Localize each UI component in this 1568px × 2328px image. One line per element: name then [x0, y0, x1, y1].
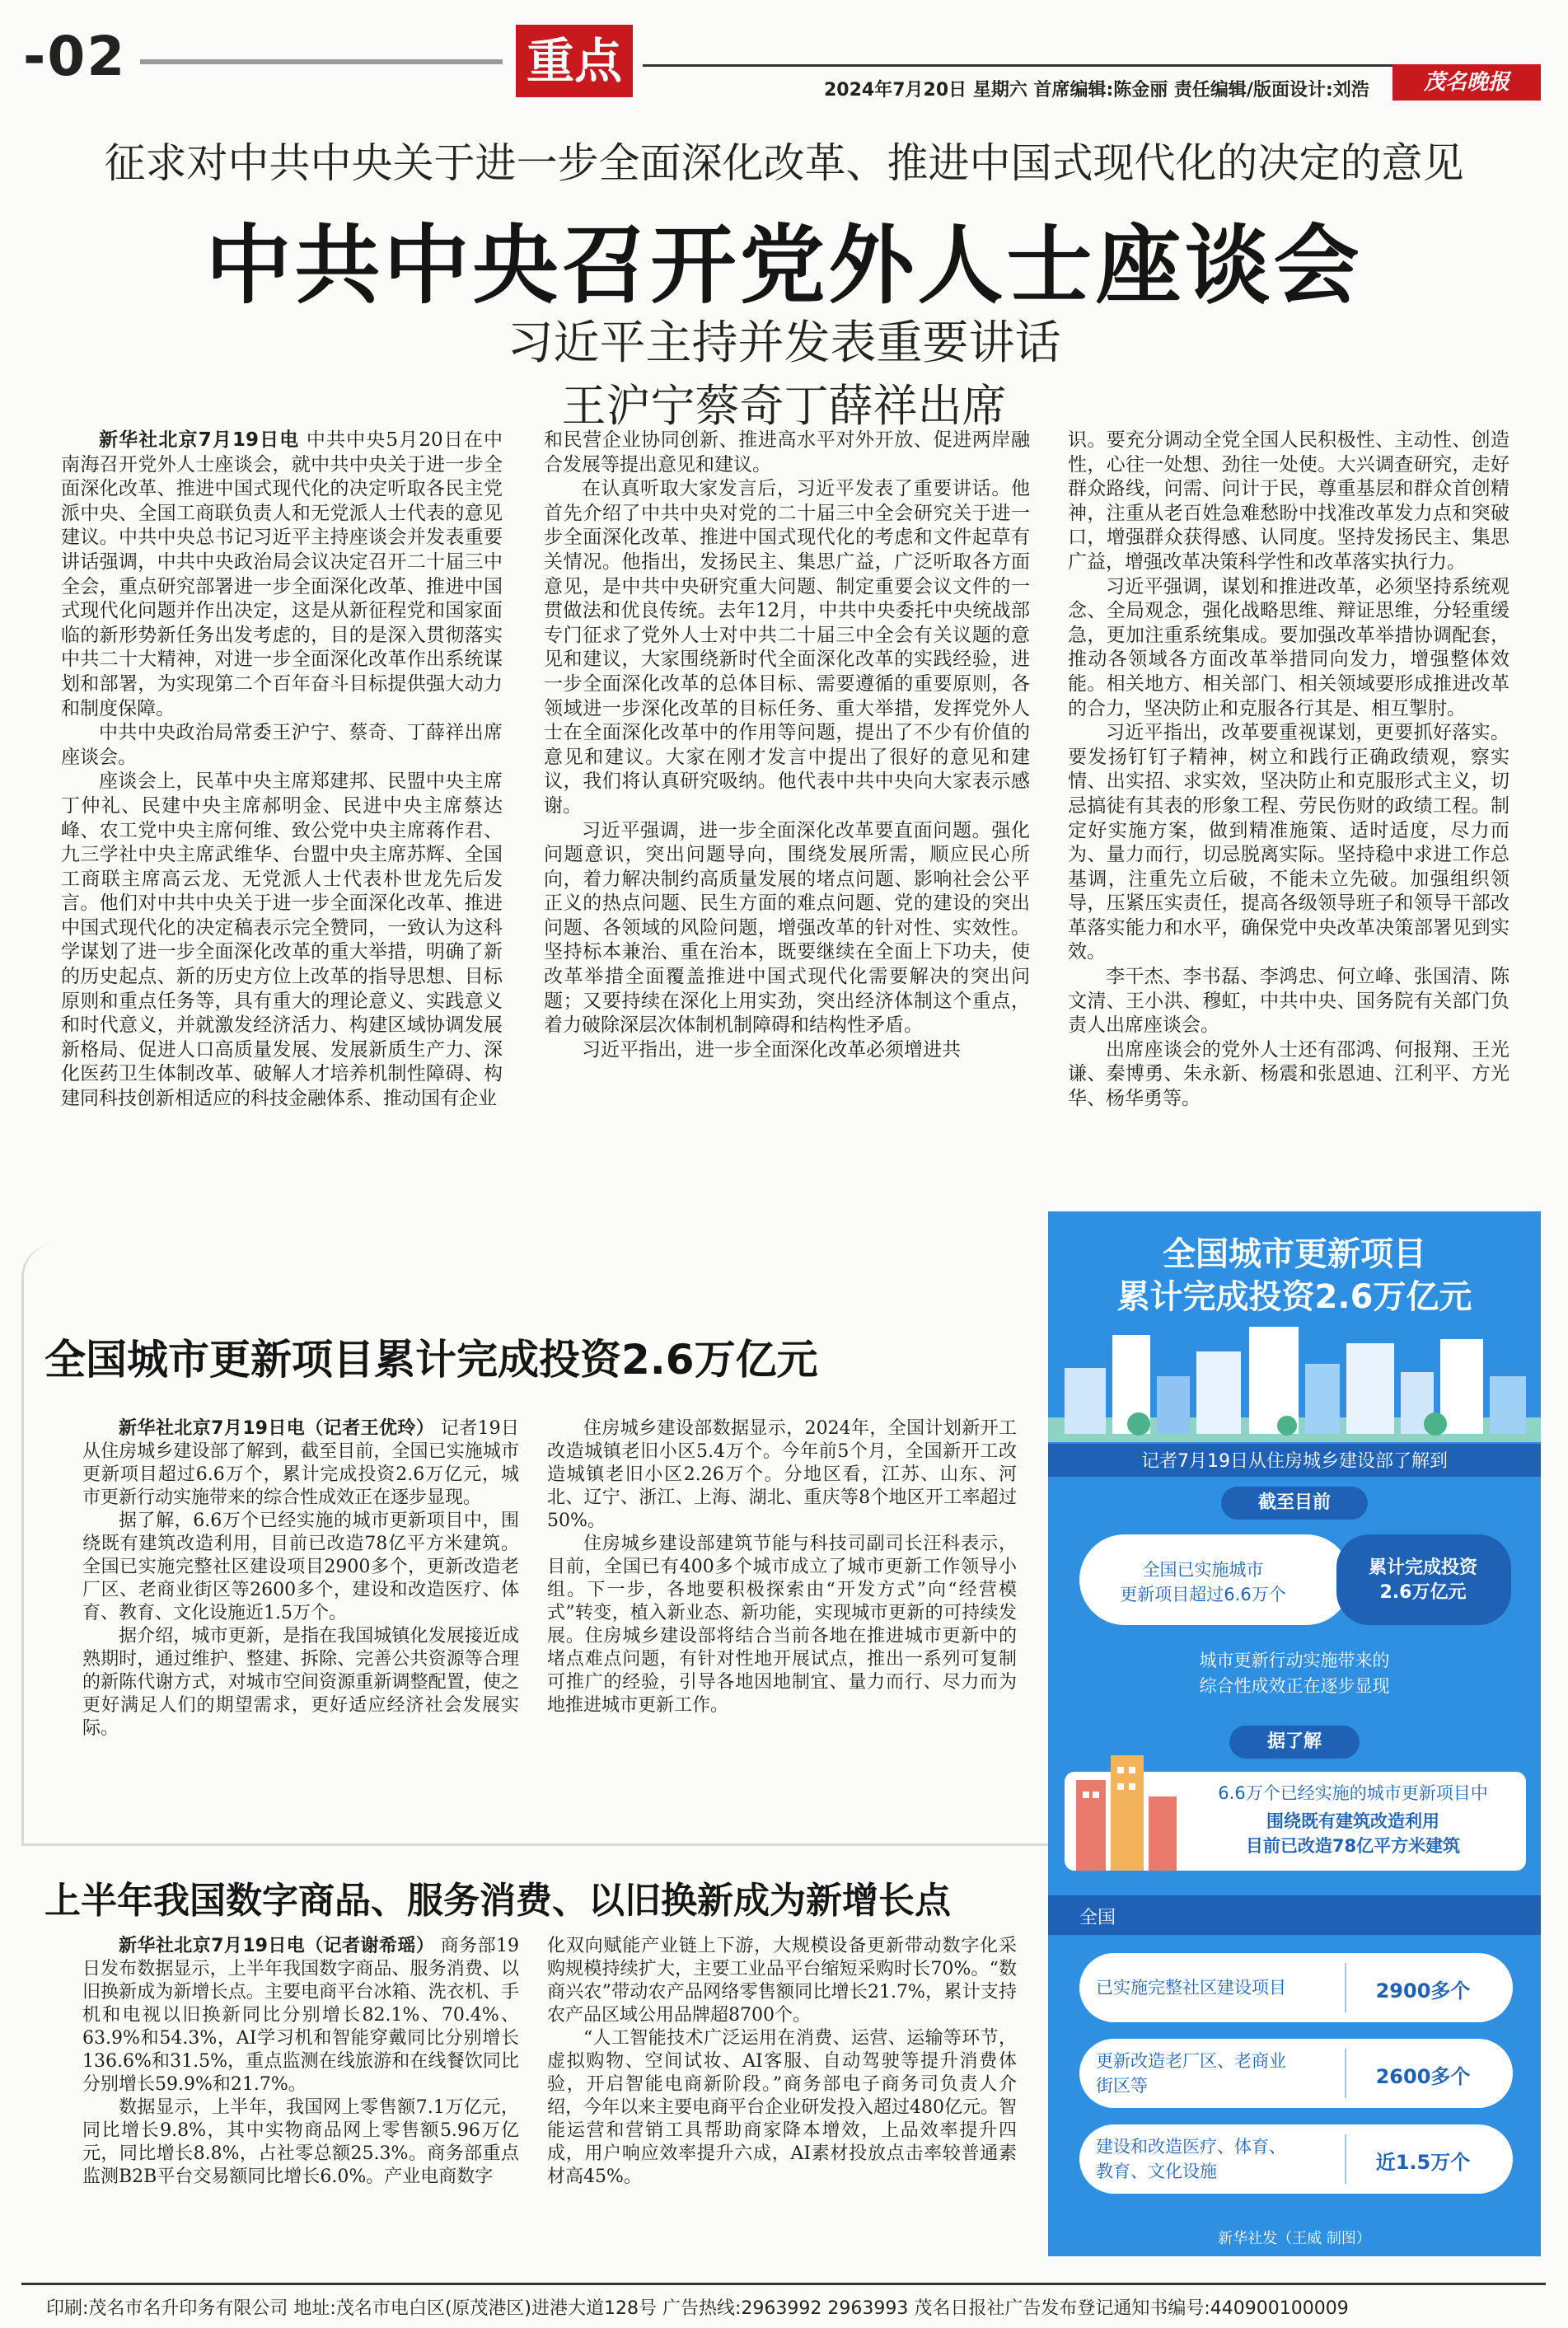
paragraph — [1068, 721, 1509, 965]
paragraph-text: 数据显示，上半年，我国网上零售额7.1万亿元，同比增长9.8%，其中实物商品网上零售额5.96万亿元，同比增长8.8%，占社零总额25.3%。商务部重点监测B2B平台交易额同比增长6.0%。产业电商数字 — [82, 2097, 519, 2187]
paragraph-text: 习近平强调，进一步全面深化改革要直面问题。强化问题意识，突出问题导向，围绕发展所需，顺应民心所向，着力解决制约高质量发展的堵点问题、影响社会公平正义的热点问题、民生方面的难点问题、党的建设的突出问题、各领域的风险问题，增强改革的针对性、实效性。坚持标本兼治、重在治本，既要继续在全面上下功夫，使改革举措全面覆盖推进中国式现代化需要解决的突出问题；又要持续在深化上用实劲，突出经济体制这个重点，着力破除深层次体制机制障碍和结构性矛盾。 — [544, 819, 1030, 1037]
paragraph-text: 在认真听取大家发言后，习近平发表了重要讲话。他首先介绍了中共中央对党的二十届三中全会研究关于进一步全面深化改革、推进中国式现代化的考虑和文件起草有关情况。他指出，发扬民主、集思广益，广泛听取各方面意见，是中共中央研究重大问题、制定重要会议文件的一贯做法和优良传统。去年12月，中共中央委托中央统战部专门征求了党外人士对中共二十届三中全会有关议题的意见和建议，大家围绕新时代全面深化改革的实践经验，进一步全面深化改革的总体目标、需要遵循的重要原则，各领域进一步深化改革的目标任务、重大举措，发挥党外人士在全面深化改革中的作用等问题，提出了不少有价值的意见和建议。大家在刚才发言中提出了很好的意见和建议，我们将认真研究吸纳。他代表中共中央向大家表示感谢。 — [544, 478, 1030, 817]
paragraph-text: 据了解，6.6万个已经实施的城市更新项目中，围绕既有建筑改造利用，目前已改造78亿平方米建筑。全国已实施完整社区建设项目2900多个，更新改造老厂区、老商业街区等2600多个，建设和改造医疗、体育、教育、文化设施近1.5万个。 — [82, 1511, 519, 1623]
paper-logo: 茂名晚报 — [1392, 64, 1541, 101]
renovation-line-3: 目前已改造78亿平方米建筑 — [1245, 1836, 1461, 1856]
story1-kicker: 征求对中共中央关于进一步全面深化改革、推进中国式现代化的决定的意见 — [104, 139, 1464, 187]
story1-column-3 — [1068, 429, 1509, 1112]
header-meta-rule — [643, 64, 1491, 67]
paragraph — [82, 1510, 519, 1625]
paragraph — [82, 2096, 519, 2189]
paragraph-text: 习近平强调，谋划和推进改革，必须坚持系统观念、全局观念，强化战略思维、辩证思维，分轻重缓急，更加注重系统集成。要加强改革举措协调配套，推动各领域各方面改革举措同向发力，增强整体效能。相关地方、相关部门、相关领域要形成推进改革的合力，坚决防止和克服各行其是、相互掣肘。 — [1068, 575, 1509, 719]
paragraph — [82, 1417, 519, 1510]
paragraph-text: 出席座谈会的党外人士还有邵鸿、何报翔、王光谦、秦博勇、朱永新、杨震和张恩迪、江利平、方光华、杨华勇等。 — [1068, 1038, 1509, 1110]
story3-column-2 — [547, 1935, 1017, 2189]
paragraph-text: 据介绍，城市更新，是指在我国城镇化发展接近成熟期时，通过维护、整建、拆除、完善公共资源等合理的新陈代谢方式，对城市空间资源重新调整配置，使之更好满足人们的期望需求，更好适应经济社会发展实际。 — [82, 1626, 519, 1739]
page-footer: 印刷:茂名市名升印务有限公司 地址:茂名市电白区(原茂港区)进港大道128号 广告热线:2963992 2963993 茂名日报社广告发布登记通知书编号:440900100009 — [46, 2298, 1349, 2319]
story3-headline: 上半年我国数字商品、服务消费、以旧换新成为新增长点 — [44, 1880, 951, 1922]
paragraph — [547, 1417, 1017, 1533]
issue-meta: 2024年7月20日 星期六 首席编辑:陈金丽 责任编辑/版面设计:刘浩 — [824, 80, 1369, 101]
paragraph — [1068, 1038, 1509, 1112]
paragraph-text: 住房城乡建设部建筑节能与科技司副司长汪科表示，目前，全国已有400多个城市成立了城市更新工作领导小组。下一步，各地要积极探索由“开发方式”向“经营模式”转变，植入新业态、新功能，实现城市更新的可持续发展。住房城乡建设部将结合当前各地在推进城市更新中的堵点难点问题，有针对性地开展试点，推出一系列可复制可推广的经验，引导各地因地制宜、量力而行、尽力而为地推进城市更新工作。 — [547, 1534, 1017, 1716]
infographic — [1048, 1211, 1541, 2256]
paragraph-text: 李干杰、李书磊、李鸿忠、何立峰、张国清、陈文清、王小洪、穆虹，中共中央、国务院有关部门负责人出席座谈会。 — [1068, 966, 1509, 1037]
paragraph — [1068, 429, 1509, 575]
paragraph-text: 记者19日从住房城乡建设部了解到，截至目前，全国已实施城市更新项目超过6.6万个，累计完成投资2.6万亿元，城市更新行动实施带来的综合性成效正在逐步显现。 — [82, 1418, 519, 1508]
paragraph-text: 座谈会上，民革中央主席郑建邦、民盟中央主席丁仲礼、民建中央主席郝明金、民进中央主席蔡达峰、农工党中央主席何维、致公党中央主席蒋作君、九三学社中央主席武维华、台盟中央主席苏辉、全国工商联主席高云龙、无党派人士代表朴世龙先后发言。他们对中共中央关于进一步全面深化改革、推进中国式现代化的决定稿表示完全赞同，一致认为这科学谋划了进一步全面深化改革的重大举措，明确了新的历史起点、新的历史方位上改革的指导思想、目标原则和重点任务等，具有重大的理论意义、实践意义和时代意义，并就激发经济活力、构建区域协调发展新格局、促进人口高质量发展、发展新质生产力、深化医药卫生体制改革、破解人才培养机制性障碍、构建同科技创新相适应的科技金融体系、推动国有企业 — [61, 771, 503, 1110]
paragraph-text: 中共中央政治局常委王沪宁、蔡奇、丁薛祥出席座谈会。 — [61, 722, 503, 768]
effect-text: 城市更新行动实施带来的 综合性成效正在逐步显现 — [1199, 1651, 1390, 1696]
national-band — [1048, 1895, 1541, 1935]
story1-headline: 中共中央召开党外人士座谈会 — [205, 215, 1363, 316]
story1-column-2 — [544, 429, 1030, 1062]
infographic-title-line2: 累计完成投资2.6万亿元 — [1116, 1278, 1472, 1316]
buildings-icon — [1068, 1739, 1183, 1871]
paragraph — [547, 1533, 1017, 1717]
story2-headline: 全国城市更新项目累计完成投资2.6万亿元 — [44, 1336, 818, 1384]
paragraph-text: 识。要充分调动全党全国人民积极性、主动性、创造性，心往一处想、劲往一处使。大兴调查研究，走好群众路线，问需、问计于民，尊重基层和群众首创精神，注重从老百姓急难愁盼中找准改革发力点和突破口，增强群众获得感、认同度。坚持发扬民主、集思广益，增强改革决策科学性和改革落实执行力。 — [1068, 429, 1509, 573]
paragraph — [61, 770, 503, 1111]
dateline: 新华社北京7月19日电（记者谢希瑶） — [119, 1936, 435, 1956]
section-pill-to-date: 截至目前 — [1221, 1487, 1368, 1520]
infographic-source: 记者7月19日从住房城乡建设部了解到 — [1141, 1451, 1448, 1472]
dateline: 新华社北京7月19日电 — [99, 429, 300, 451]
story3-column-1 — [82, 1935, 519, 2189]
stat-row-label: 建设和改造医疗、体育、 教育、文化设施 — [1096, 2137, 1286, 2181]
paragraph-text: 和民营企业协同创新、推进高水平对外开放、促进两岸融合发展等提出意见和建议。 — [544, 429, 1030, 475]
renovation-line-2: 围绕既有建筑改造利用 — [1266, 1811, 1439, 1831]
paragraph — [82, 1625, 519, 1740]
section-pill-understood: 据了解 — [1229, 1726, 1360, 1759]
skyline-illustration — [1048, 1319, 1541, 1442]
section-tag: 重点 — [516, 25, 633, 97]
infographic-credit: 新华社发（王威 制图） — [1218, 2230, 1371, 2247]
paragraph — [547, 2027, 1017, 2189]
story1-column-1 — [61, 429, 503, 1112]
paragraph-text: 中共中央5月20日在中南海召开党外人士座谈会，就中共中央关于进一步全面深化改革、推进中国式现代化的决定听取各民主党派中央、全国工商联负责人和无党派人士代表的意见建议。中共中央总书记习近平主持座谈会并发表重要讲话强调，中共中央政治局会议决定召开二十届三中全会，重点研究部署进一步全面深化改革、推进中国式现代化问题并作出决定，这是从新征程党和国家面临的新形势新任务出发考虑的，目的是深入贯彻落实中共二十大精神，对进一步全面深化改革作出系统谋划和部署，为实现第二个百年奋斗目标提供强大动力和制度保障。 — [61, 429, 503, 719]
paragraph-text: 习近平指出，进一步全面深化改革必须增进共 — [582, 1038, 961, 1061]
paragraph-text: 住房城乡建设部数据显示，2024年，全国计划新开工改造城镇老旧小区5.4万个。今年前5个月，全国新开工改造城镇老旧小区2.26万个。分地区看，江苏、山东、河北、辽宁、浙江、上海、湖北、重庆等8个地区开工率超过50%。 — [547, 1418, 1017, 1531]
stat-row-label: 已实施完整社区建设项目 — [1096, 1978, 1286, 1998]
paragraph — [547, 1935, 1017, 2027]
renovation-line-1: 6.6万个已经实施的城市更新项目中 — [1218, 1783, 1488, 1803]
dateline: 新华社北京7月19日电（记者王优玲） — [119, 1418, 435, 1439]
paragraph — [61, 429, 503, 721]
paragraph-text: “人工智能技术广泛运用在消费、运营、运输等环节，虚拟购物、空间试妆、AI客服、自动驾驶等提升消费体验，开启智能电商新阶段。”商务部电子商务司负责人介绍，今年以来主要电商平台企业研发投入超过480亿元。智能运营和营销工具帮助商家降本增效，上品效率提升四成，用户响应效率提升六成，AI素材投放点击率较普通素材高45%。 — [547, 2028, 1017, 2187]
paragraph-text: 习近平指出，改革要重视谋划，更要抓好落实。要发扬钉钉子精神，树立和践行正确政绩观，察实情、出实招、求实效，坚决防止和克服形式主义，切忌搞徒有其表的形象工程、劳民伤财的政绩工程。制定好实施方案，做到精准施策、适时适度，尽力而为、量力而行，切忌脱离实际。坚持稳中求进工作总基调，注重先立后破，不能未立先破。加强组织领导，压紧压实责任，提高各级领导班子和领导干部改革落实能力和水平，确保党中央改革决策部署见到实效。 — [1068, 722, 1509, 963]
stat-row-value: 近1.5万个 — [1375, 2151, 1471, 2174]
paragraph — [1068, 575, 1509, 722]
paragraph — [82, 1935, 519, 2096]
paragraph-text: 商务部19日发布数据显示，上半年我国数字商品、服务消费、以旧换新成为新增长点。主要电商平台冰箱、洗衣机、手机和电视以旧换新同比分别增长82.1%、70.4%、63.9%和54.3%，AI学习机和智能穿戴同比分别增长136.6%和31.5%，重点监测在线旅游和在线餐饮同比分别增长59.9%和21.7%。 — [82, 1936, 519, 2095]
paragraph — [61, 721, 503, 770]
page-header — [0, 0, 1568, 119]
stat-card-projects-text: 全国已实施城市 更新项目超过6.6万个 — [1120, 1560, 1286, 1604]
paragraph — [1068, 965, 1509, 1038]
stat-row-value: 2600多个 — [1375, 2065, 1471, 2088]
story2-column-1 — [82, 1417, 519, 1740]
stat-card-investment-text: 累计完成投资 2.6万亿元 — [1368, 1557, 1477, 1603]
national-label: 全国 — [1079, 1908, 1116, 1928]
infographic-title: 全国城市更新项目 — [1163, 1235, 1426, 1273]
paragraph-text: 化双向赋能产业链上下游，大规模设备更新带动数字化采购规模持续扩大，主要工业品平台缩短采购时长70%。“数商兴农”带动农产品网络零售额同比增长21.7%，累计支持农产品区域公用品牌超8700个。 — [547, 1936, 1017, 2026]
stat-row-label: 更新改造老厂区、老商业 街区等 — [1096, 2051, 1286, 2096]
paragraph — [544, 1038, 1030, 1063]
footer-rule — [21, 2283, 1546, 2285]
page-number: -02 — [23, 25, 127, 88]
header-rule — [140, 59, 503, 64]
stat-row-value: 2900多个 — [1375, 1979, 1471, 2002]
paragraph — [544, 477, 1030, 818]
paragraph — [544, 429, 1030, 477]
story1-subhead-attendees: 王沪宁蔡奇丁薛祥出席 — [561, 380, 1007, 432]
story1-subhead: 习近平主持并发表重要讲话 — [507, 316, 1061, 370]
paragraph — [544, 819, 1030, 1038]
story2-column-2 — [547, 1417, 1017, 1717]
